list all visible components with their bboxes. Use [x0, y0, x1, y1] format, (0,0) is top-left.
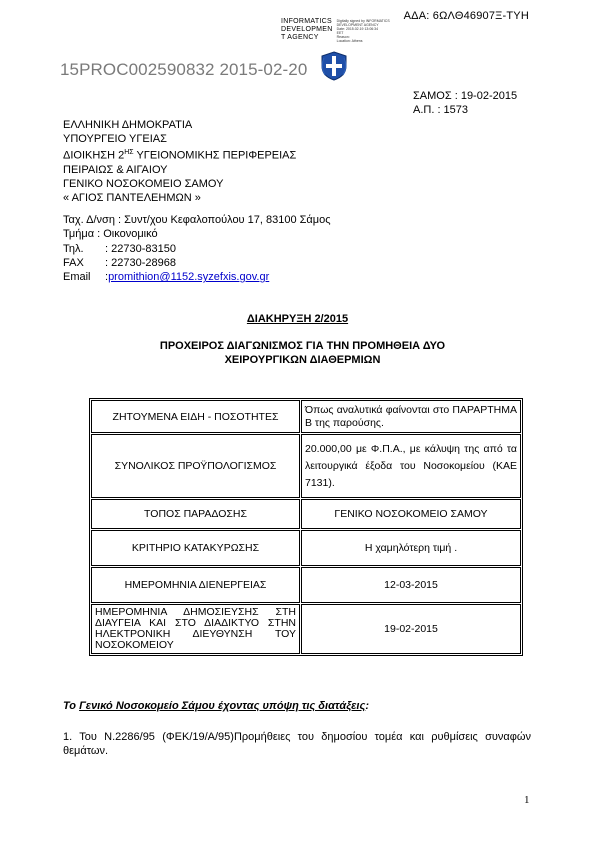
row-value: ΓΕΝΙΚΟ ΝΟΣΟΚΟΜΕΙΟ ΣΑΜΟΥ [301, 499, 521, 529]
contact-phone: Τηλ. : 22730-83150 [63, 242, 176, 255]
sender-block [63, 118, 296, 205]
row-label: ΖΗΤΟΥΜΕΝΑ ΕΙΔΗ - ΠΟΣΟΤΗΤΕΣ [91, 400, 300, 433]
document-subtitle: ΠΡΟΧΕΙΡΟΣ ΔΙΑΓΩΝΙΣΜΟΣ ΓΙΑ ΤΗΝ ΠΡΟΜΗΘΕΙΑ ΔΥΟ ΧΕΙΡΟΥΡΓΙΚΩΝ ΔΙΑΘΕΡΜΙΩΝ [159, 340, 446, 366]
sender-line: ΕΛΛΗΝΙΚΗ ΔΗΜΟΚΡΑΤΙΑ [63, 119, 193, 131]
row-value: 12-03-2015 [301, 567, 521, 603]
table-row [91, 499, 521, 529]
document-date: ΣΑΜΟΣ : 19-02-2015 [413, 90, 518, 102]
sender-line: ΓΕΝΙΚΟ ΝΟΣΟΚΟΜΕΙΟ ΣΑΜΟΥ [63, 177, 224, 190]
registry-number: 15PROC002590832 2015-02-20 [60, 60, 308, 79]
ada-code: ΑΔΑ: 6ΩΛΘ46907Ξ-ΤΥΗ [403, 10, 529, 22]
row-label: ΗΜΕΡΟΜΗΝΙΑ ΔΗΜΟΣΙΕΥΣΗΣ ΣΤΗ ΔΙΑΥΓΕΙΑ ΚΑΙ ΣΤΟ ΔΙΑΔΙΚΤΥΟ ΣΤΗΝ ΗΛΕΚΤΡΟΝΙΚΗ ΔΙΕΥΘΥΝΣΗ ΤΟΥ ΝΟΣΟΚΟΜΕΙΟΥ [91, 604, 300, 654]
sender-line: ΔΙΟΙΚΗΣΗ $2^{H\Sigma}$ ΥΓΕΙΟΝΟΜΙΚΗΣ ΠΕΡΙΦΕΡΕΙΑΣ [63, 149, 297, 162]
table-row [91, 567, 521, 603]
row-label: ΣΥΝΟΛΙΚΟΣ ΠΡΟΫΠΟΛΟΓΙΣΜΟΣ [91, 434, 300, 498]
row-label: ΚΡΙΤΗΡΙΟ ΚΑΤΑΚΥΡΩΣΗΣ [91, 530, 300, 566]
table-row [91, 400, 521, 433]
contact-email: Email : promithion@1152.syzefxis.gov.gr [63, 271, 270, 284]
row-value: Η χαμηλότερη τιμή . [301, 530, 521, 566]
row-label: ΗΜΕΡΟΜΗΝΙΑ ΔΙΕΝΕΡΓΕΙΑΣ [91, 567, 300, 603]
email-link[interactable]: promithion@1152.syzefxis.gov.gr [108, 271, 270, 284]
sender-line: ΥΠΟΥΡΓΕΙΟ ΥΓΕΙΑΣ [63, 133, 167, 145]
row-value: 20.000,00 με Φ.Π.Α., με κάλυψη της από τα λειτουργικά έξοδα του Νοσοκομείου (ΚΑΕ 7131). [301, 434, 521, 498]
stamp-signature-details: Digitally signed by INFORMATICS DEVELOPMENT AGENCY Date: 2015.02.19 13:06:34 EET Reason: Location: Athens [336, 19, 390, 43]
greek-emblem-icon [319, 51, 349, 81]
protocol-number: Α.Π. : 1573 [413, 104, 469, 116]
tender-details-table [89, 398, 523, 656]
contact-fax: FAX : 22730-28968 [63, 256, 176, 269]
sender-line: « ΑΓΙΟΣ ΠΑΝΤΕΛΕΗΜΩΝ » [63, 191, 201, 204]
contact-address: Ταχ. Δ/νση : Συντ/χου Κεφαλοπούλου 17, 83100 Σάμος [63, 214, 331, 226]
table-row [91, 604, 521, 654]
table-row [91, 434, 521, 498]
document-title: ΔΙΑΚΗΡΥΞΗ 2/2015 [246, 313, 349, 325]
stamp-label: INFORMATICS DEVELOPMEN T AGENCY [281, 18, 333, 41]
list-item: 1. Του Ν.2286/95 (ΦΕΚ/19/Α/95)Προμήθειες του δημοσίου τομέα και ρυθμίσεις συναφών θεμάτων. [63, 731, 531, 757]
contact-department: Τμήμα : Οικονομικό [63, 228, 158, 241]
date-block [413, 89, 517, 117]
page-number: 1 [524, 794, 530, 806]
contact-block [63, 213, 331, 284]
sender-line: ΠΕΙΡΑΙΩΣ & ΑΙΓΑΙΟΥ [63, 163, 168, 176]
row-value: 19-02-2015 [301, 604, 521, 654]
row-value: Όπως αναλυτικά φαίνονται στο ΠΑΡΑΡΤΗΜΑ Β της παρούσης. [301, 400, 521, 433]
section-intro: Το Γενικό Νοσοκομείο Σάμου έχοντας υπόψη τις διατάξεις: [63, 700, 370, 712]
digital-signature-stamp [281, 18, 390, 43]
table-row [91, 530, 521, 566]
row-label: ΤΟΠΟΣ ΠΑΡΑΔΟΣΗΣ [91, 499, 300, 529]
